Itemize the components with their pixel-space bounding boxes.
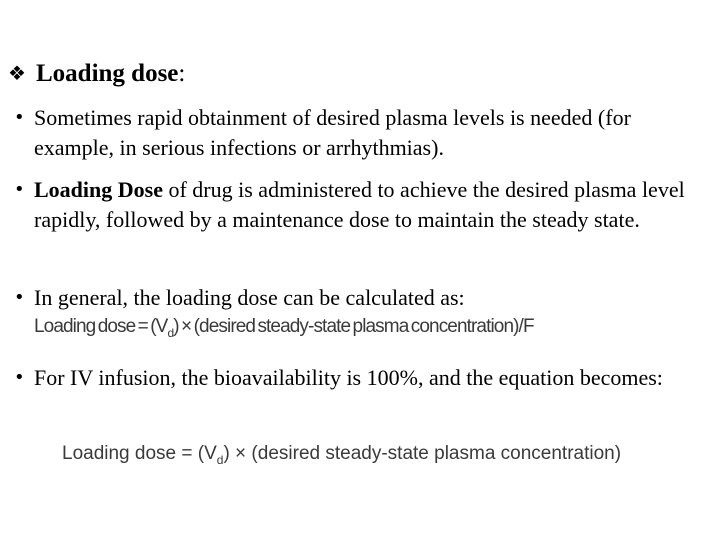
formula-subscript: d [216, 452, 224, 467]
bullet-bold-term: Loading Dose [34, 177, 163, 202]
bullet-text: In general, the loading dose can be calculated as: [34, 285, 465, 310]
loading-dose-formula-general [34, 316, 534, 340]
formula-rhs: ) × (desired steady-state plasma concentration) [223, 443, 622, 464]
slide-title [8, 58, 185, 89]
bullet-item [8, 283, 714, 313]
bullet-dot-icon: • [14, 179, 25, 200]
bullet-item [8, 363, 714, 393]
formula-lhs: Loading dose = (V [34, 316, 168, 337]
diamond-bullet-icon: ❖ [8, 61, 26, 85]
formula-lhs: Loading dose = (V [62, 443, 217, 464]
bullet-item [8, 103, 714, 163]
bullet-text: Sometimes rapid obtainment of desired plasma levels is needed (for example, in serious infections or arrhythmias). [34, 105, 631, 160]
bullet-dot-icon: • [14, 287, 25, 308]
bullet-dot-icon: • [14, 107, 25, 128]
title-colon: : [178, 60, 186, 87]
bullet-item [8, 175, 714, 235]
formula-rhs: ) × (desired steady-state plasma concentration)/F [173, 316, 534, 337]
bullet-dot-icon: • [14, 367, 25, 388]
bullet-text: For IV infusion, the bioavailability is 100%, and the equation becomes: [34, 365, 663, 390]
title-text: Loading dose [36, 60, 179, 87]
formula-subscript: d [167, 325, 174, 340]
bullet-text: of drug is administered to achieve the desired plasma level rapidly, followed by a maintenance dose to maintain the steady state. [34, 177, 685, 232]
loading-dose-formula-iv [62, 443, 621, 467]
